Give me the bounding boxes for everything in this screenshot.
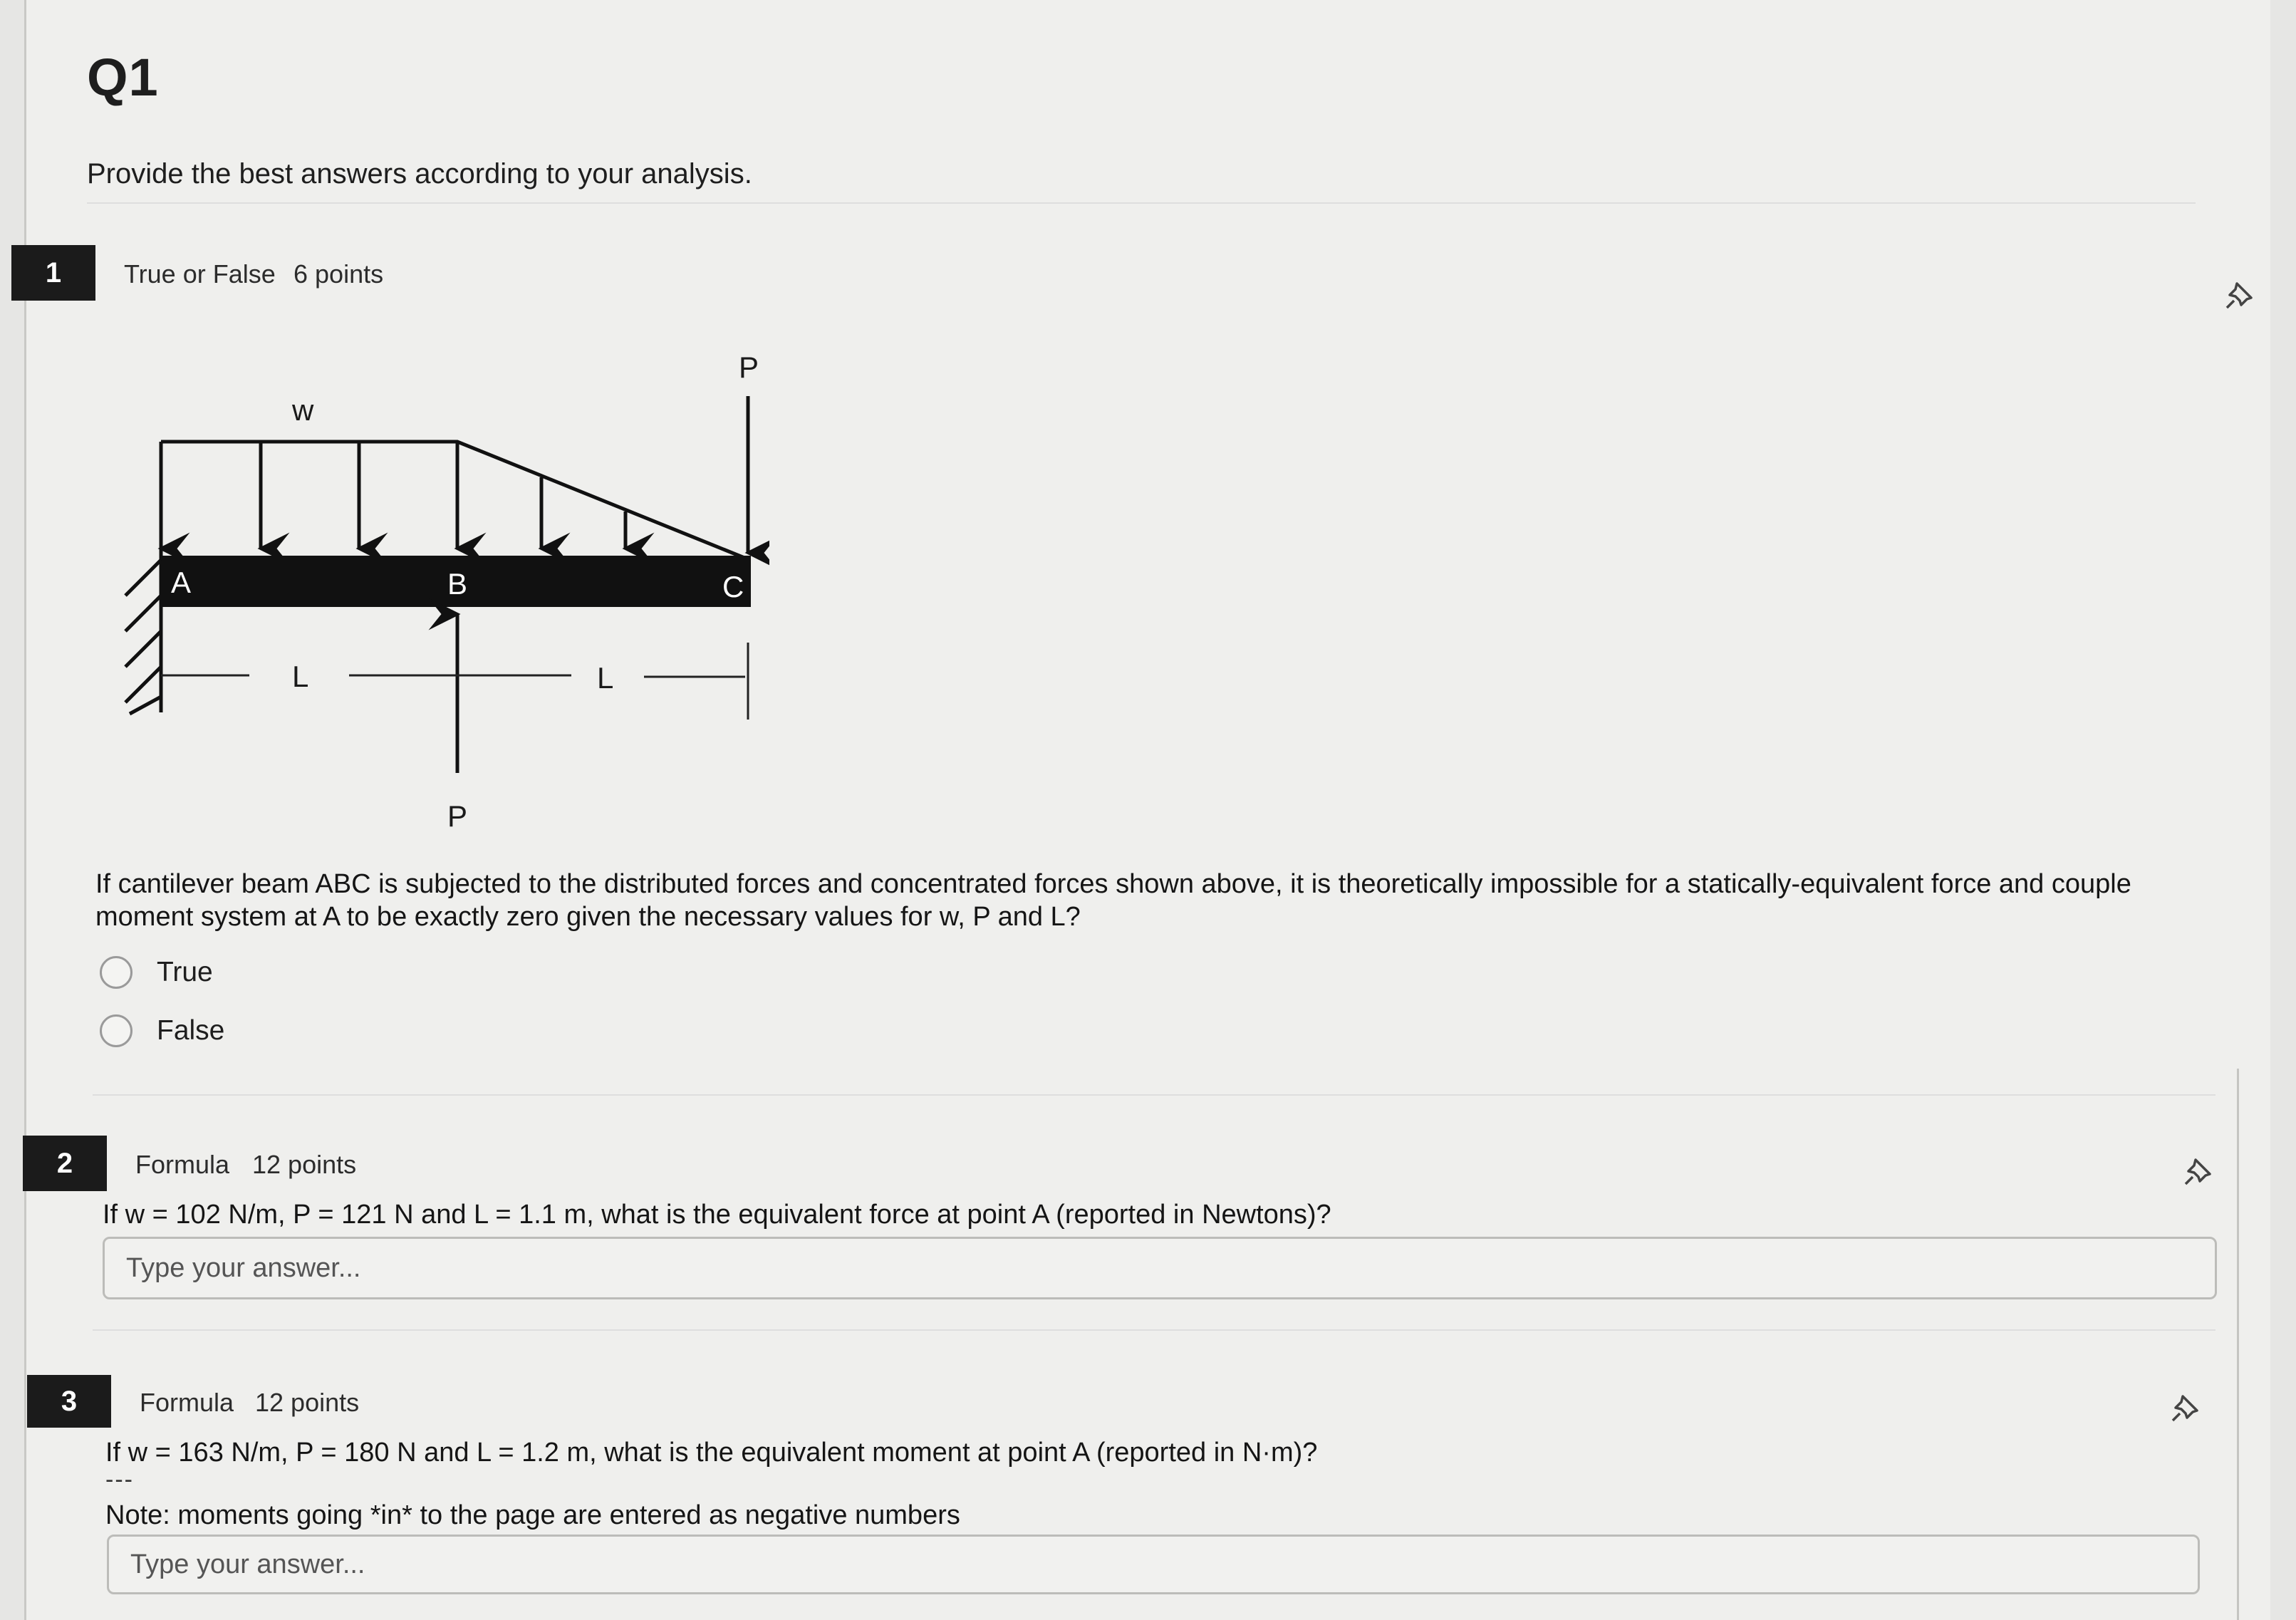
question-points: 12 points	[252, 1150, 357, 1179]
header-divider	[87, 202, 2196, 204]
question-points: 12 points	[255, 1388, 360, 1417]
span-left-label: L	[292, 660, 309, 693]
radio-false[interactable]	[100, 1014, 133, 1047]
load-label: w	[292, 393, 314, 427]
choice-false[interactable]	[100, 1014, 224, 1047]
answer-input[interactable]	[103, 1237, 2217, 1299]
span-right-label: L	[597, 661, 614, 695]
question-type: Formula	[140, 1388, 234, 1417]
question-text: If cantilever beam ABC is subjected to the distributed forces and concentrated forces shown above, it is theoretically impossible for a statically-equivalent force and couple moment system at A to be exactly zero given the necessary values for w, P and L?	[95, 869, 2131, 932]
question-type: Formula	[135, 1150, 230, 1179]
quiz-title: Q1	[87, 48, 159, 107]
answer-input[interactable]	[107, 1535, 2200, 1594]
question-text: If w = 102 N/m, P = 121 N and L = 1.1 m, what is the equivalent force at point A (reported in Newtons)?	[103, 1200, 1331, 1230]
question-note: Note: moments going *in* to the page are entered as negative numbers	[105, 1500, 960, 1530]
load-arrows	[161, 443, 625, 549]
dimension-lines	[161, 643, 748, 720]
quiz-instructions: Provide the best answers according to your analysis.	[87, 158, 752, 189]
point-b-label: B	[447, 567, 468, 601]
top-force-label: P	[739, 351, 759, 384]
radio-true[interactable]	[100, 956, 133, 989]
question-number-badge: 3	[27, 1375, 111, 1428]
pushpin-icon[interactable]	[2223, 278, 2257, 312]
question-points: 6 points	[294, 259, 384, 289]
question-number-badge: 2	[23, 1136, 107, 1191]
choice-label: True	[157, 957, 213, 987]
distributed-load	[161, 442, 748, 559]
beam-diagram	[100, 335, 769, 848]
fixed-support	[125, 549, 161, 714]
choice-label: False	[157, 1015, 225, 1046]
point-a-label: A	[171, 566, 192, 599]
choice-true[interactable]	[100, 956, 213, 989]
question-number-badge: 1	[11, 245, 95, 301]
pushpin-icon[interactable]	[2181, 1154, 2216, 1188]
separator: ---	[105, 1466, 134, 1493]
question-text: If w = 163 N/m, P = 180 N and L = 1.2 m, what is the equivalent moment at point A (reported in N·m)?	[105, 1438, 1318, 1468]
page-edge-divider	[2237, 1069, 2239, 1620]
point-c-label: C	[722, 570, 744, 603]
question-type: True or False	[124, 259, 276, 289]
bottom-force-label: P	[447, 799, 468, 833]
pushpin-icon[interactable]	[2168, 1391, 2203, 1425]
question-divider	[93, 1094, 2216, 1096]
question-divider	[93, 1329, 2216, 1331]
